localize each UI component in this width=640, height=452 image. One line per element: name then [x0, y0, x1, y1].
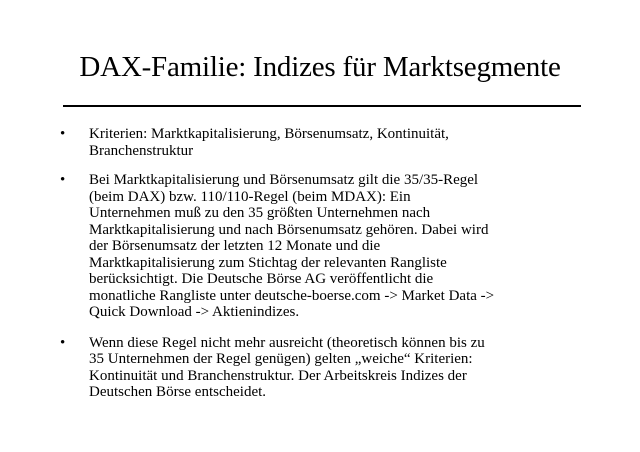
- bullet-text-line: Marktkapitalisierung und nach Börsenumsatz gehören. Dabei wird: [89, 221, 489, 238]
- bullet-text-line: Unternehmen muß zu den 35 größten Unternehmen nach: [89, 205, 431, 221]
- bullet-text-line: Wenn diese Regel nicht mehr ausreicht (theoretisch können bis zu: [89, 334, 485, 351]
- bullet-item-criteria: [60, 126, 600, 159]
- slide-title: DAX-Familie: Indizes für Marktsegmente: [79, 51, 561, 83]
- bullet-item-rule: [60, 172, 600, 321]
- bullet-icon: •: [60, 172, 66, 188]
- bullet-text-line: monatliche Rangliste unter deutsche-boerse.com -> Market Data ->: [89, 287, 495, 304]
- bullet-text-line: der Börsenumsatz der letzten 12 Monate und die: [89, 238, 381, 254]
- bullet-text-line: Marktkapitalisierung zum Stichtag der relevanten Rangliste: [89, 254, 447, 271]
- bullet-item-soft-criteria: [60, 335, 600, 401]
- bullet-icon: •: [60, 334, 66, 351]
- bullet-text-line: Deutschen Börse entscheidet.: [89, 384, 267, 400]
- bullet-text-line: Kriterien: Marktkapitalisierung, Börsenumsatz, Kontinuität,: [89, 126, 449, 142]
- bullet-list: [60, 126, 600, 414]
- bullet-text-line: Kontinuität und Branchenstruktur. Der Arbeitskreis Indizes der: [89, 367, 467, 384]
- bullet-text-line: berücksichtigt. Die Deutsche Börse AG veröffentlicht die: [89, 271, 434, 287]
- bullet-text-line: (beim DAX) bzw. 110/110-Regel (beim MDAX): Ein: [89, 188, 411, 205]
- bullet-text-line: Bei Marktkapitalisierung und Börsenumsatz gilt die 35/35-Regel: [89, 172, 479, 188]
- bullet-text-line: Quick Download -> Aktienindizes.: [89, 304, 300, 320]
- bullet-text-line: 35 Unternehmen der Regel genügen) gelten „weiche“ Kriterien:: [89, 351, 473, 367]
- bullet-text-line: Branchenstruktur: [89, 142, 194, 159]
- title-underline: [63, 105, 581, 107]
- bullet-icon: •: [60, 126, 66, 142]
